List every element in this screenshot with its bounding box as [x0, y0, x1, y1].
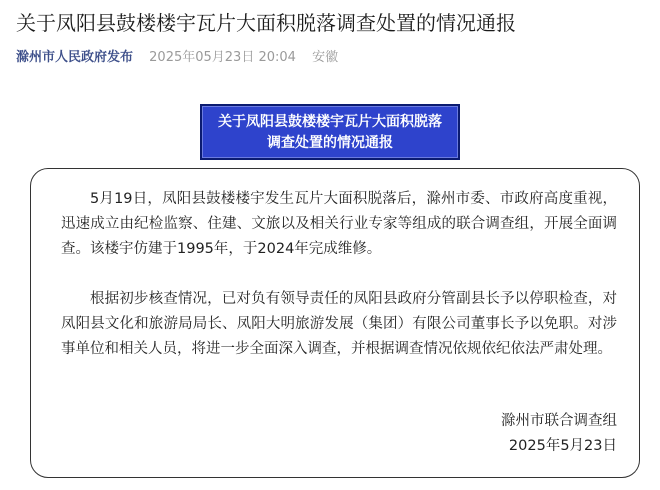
notice-title-banner — [200, 104, 460, 160]
banner-line-1: 关于凤阳县鼓楼楼宇瓦片大面积脱落 — [218, 114, 442, 130]
notice-paragraph-2: 根据初步核查情况，已对负有领导责任的凤阳县政府分管副县长予以停职检查，对凤阳县文化和旅游局局长、凤阳大明旅游发展（集团）有限公司董事长予以免职。对涉事单位和相关人员，将进一步全面深入调查，并根据调查情况依规依纪依法严肃处理。 — [61, 291, 617, 357]
signature-organization: 滁州市联合调查组 — [501, 413, 617, 429]
notice-body — [30, 168, 640, 478]
signature-date: 2025年5月23日 — [508, 438, 617, 454]
page-title: 关于凤阳县鼓楼楼宇瓦片大面积脱落调查处置的情况通报 — [16, 11, 516, 35]
notice-paragraph-1: 5月19日，凤阳县鼓楼楼宇发生瓦片大面积脱落后，滁州市委、市政府高度重视，迅速成立由纪检监察、住建、文旅以及相关行业专家等组成的联合调查组，开展全面调查。该楼宇仿建于1995年，于2024年完成维修。 — [61, 191, 617, 257]
publisher-link[interactable]: 滁州市人民政府发布 — [16, 50, 134, 65]
article-meta — [16, 48, 338, 68]
publish-timestamp: 2025年05月23日 20:04 — [149, 50, 296, 65]
banner-line-2: 调查处置的情况通报 — [267, 135, 393, 151]
notice-signature — [501, 409, 617, 459]
publish-location: 安徽 — [312, 50, 339, 65]
